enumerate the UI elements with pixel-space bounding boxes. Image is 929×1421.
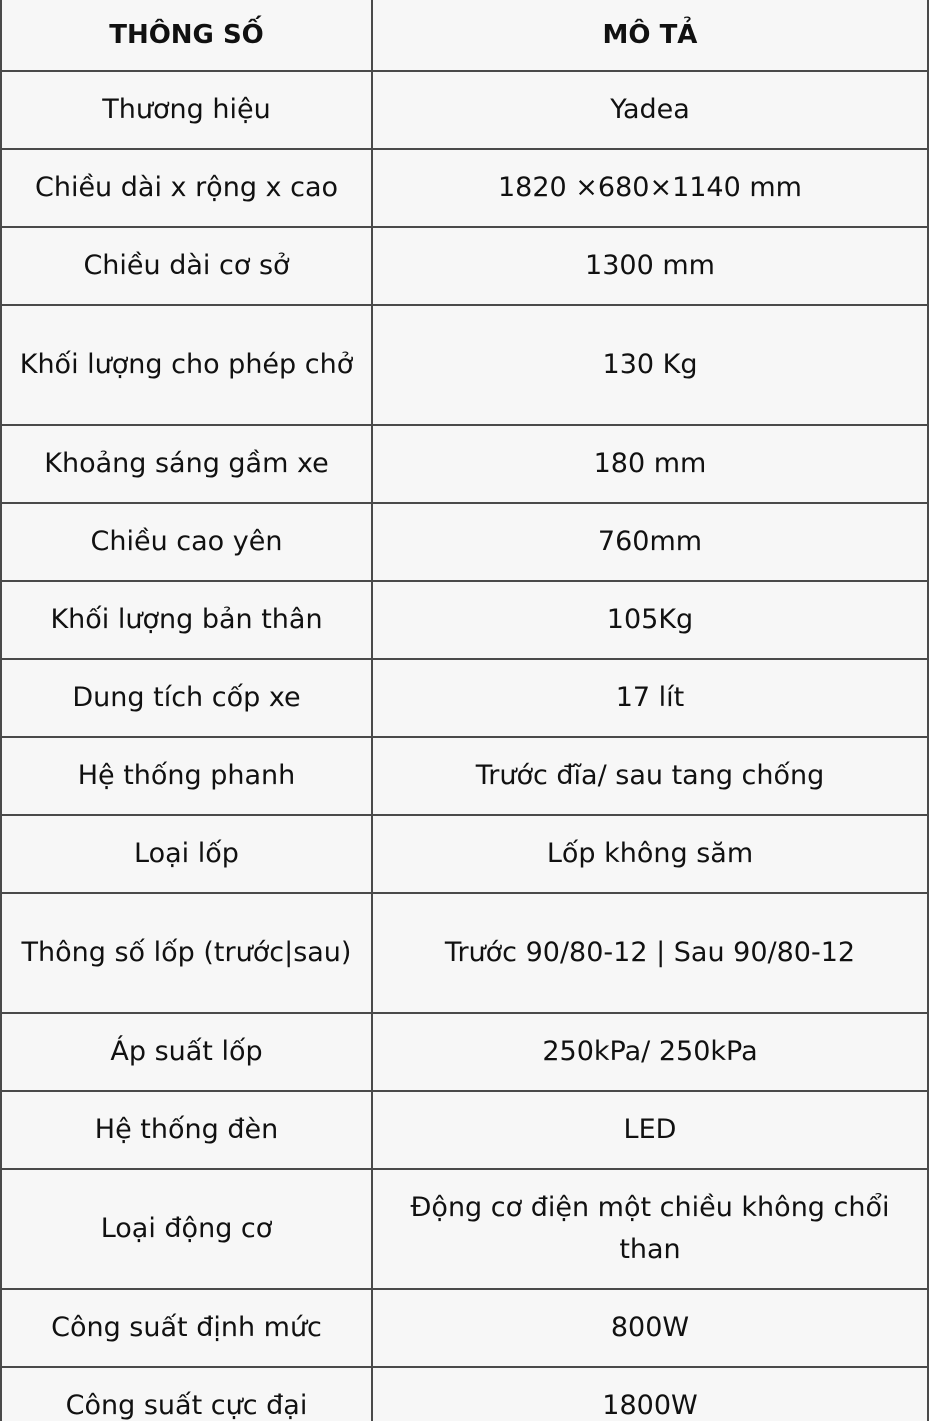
table-row — [0, 150, 929, 228]
table-header-row — [0, 0, 929, 72]
spec-label: Loại động cơ — [0, 1170, 373, 1288]
table-row — [0, 894, 929, 1014]
spec-value: 1820 ×680×1140 mm — [373, 150, 929, 226]
spec-label: Chiều dài x rộng x cao — [0, 150, 373, 226]
table-row — [0, 738, 929, 816]
table-row — [0, 1368, 929, 1421]
spec-value: Trước đĩa/ sau tang chống — [373, 738, 929, 814]
spec-value: 760mm — [373, 504, 929, 580]
spec-label: Dung tích cốp xe — [0, 660, 373, 736]
table-row — [0, 660, 929, 738]
spec-label: Chiều dài cơ sở — [0, 228, 373, 304]
spec-value: 130 Kg — [373, 306, 929, 424]
table-row — [0, 1014, 929, 1092]
spec-label: Thông số lốp (trước|sau) — [0, 894, 373, 1012]
spec-label: Chiều cao yên — [0, 504, 373, 580]
spec-label: Công suất cực đại — [0, 1368, 373, 1421]
spec-value: 1800W — [373, 1368, 929, 1421]
spec-value: LED — [373, 1092, 929, 1168]
spec-label: Khối lượng cho phép chở — [0, 306, 373, 424]
table-row — [0, 72, 929, 150]
spec-label: Hệ thống đèn — [0, 1092, 373, 1168]
spec-value: Lốp không săm — [373, 816, 929, 892]
table-row — [0, 504, 929, 582]
spec-label: Loại lốp — [0, 816, 373, 892]
table-row — [0, 306, 929, 426]
table-row — [0, 1092, 929, 1170]
table-row — [0, 1170, 929, 1290]
header-cell-spec: THÔNG SỐ — [0, 0, 373, 70]
table-row — [0, 1290, 929, 1368]
spec-value: 1300 mm — [373, 228, 929, 304]
spec-value: Yadea — [373, 72, 929, 148]
spec-value: 250kPa/ 250kPa — [373, 1014, 929, 1090]
spec-value: 105Kg — [373, 582, 929, 658]
spec-value: 17 lít — [373, 660, 929, 736]
spec-label: Hệ thống phanh — [0, 738, 373, 814]
table-row — [0, 582, 929, 660]
spec-label: Áp suất lốp — [0, 1014, 373, 1090]
header-cell-description: MÔ TẢ — [373, 0, 929, 70]
table-row — [0, 816, 929, 894]
spec-label: Khối lượng bản thân — [0, 582, 373, 658]
table-row — [0, 228, 929, 306]
spec-label: Thương hiệu — [0, 72, 373, 148]
spec-value: Động cơ điện một chiều không chổi than — [373, 1170, 929, 1288]
spec-label: Khoảng sáng gầm xe — [0, 426, 373, 502]
spec-label: Công suất định mức — [0, 1290, 373, 1366]
spec-value: 180 mm — [373, 426, 929, 502]
spec-value: Trước 90/80-12 | Sau 90/80-12 — [373, 894, 929, 1012]
table-row — [0, 426, 929, 504]
spec-value: 800W — [373, 1290, 929, 1366]
